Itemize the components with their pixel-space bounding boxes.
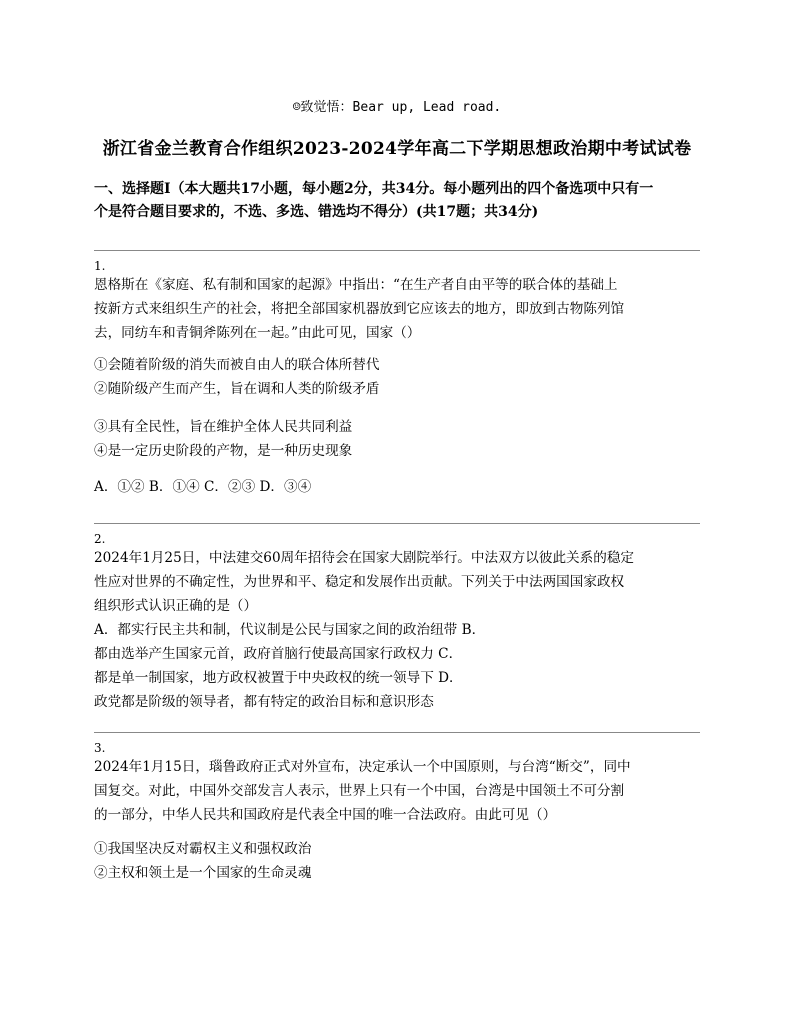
question-stem-line: 性应对世界的不确定性，为世界和平、稳定和发展作出贡献。下列关于中法两国国家政权 [94, 574, 625, 590]
statement-item: ②随阶级产生而产生，旨在调和人类的阶级矛盾 [94, 381, 380, 397]
question-stem-line: 国复交。对此，中国外交部发言人表示，世界上只有一个中国，台湾是中国领土不可分割 [94, 783, 625, 799]
divider-q1 [94, 250, 700, 251]
question-stem-line: 都是单一制国家，地方政权被置于中央政权的统一领导下 D． [94, 670, 463, 686]
divider-q2 [94, 523, 700, 524]
statement-item: ①我国坚决反对霸权主义和强权政治 [94, 841, 312, 857]
section-heading [94, 178, 706, 224]
question-stem-line: 政党都是阶级的领导者，都有特定的政治目标和意识形态 [94, 694, 434, 710]
question-stem-line: 恩格斯在《家庭、私有制和国家的起源》中指出：“在生产者自由平等的联合体的基础上 [94, 277, 618, 293]
question-3 [94, 741, 706, 885]
divider-q3 [94, 732, 700, 733]
motto-line: ☺致觉悟：Bear up, Lead road. [292, 100, 502, 115]
question-number: 1. [94, 259, 106, 273]
question-stem-line: 2024年1月15日，瑙鲁政府正式对外宣布，决定承认一个中国原则，与台湾“断交”，同中 [94, 759, 631, 775]
question-1 [94, 259, 706, 499]
section-heading-line-1: 一、选择题Ⅰ（本大题共17小题，每小题2分，共34分。每小题列出的四个备选项中只有一 [94, 181, 654, 197]
statement-item: ③具有全民性，旨在维护全体人民共同利益 [94, 419, 353, 435]
question-number: 2. [94, 532, 106, 546]
question-number: 3. [94, 741, 106, 755]
question-stem-line: 去，同纺车和青铜斧陈列在一起。”由此可见，国家（） [94, 325, 421, 341]
statement-item: ②主权和领土是一个国家的生命灵魂 [94, 865, 312, 881]
question-stem-line: 2024年1月25日，中法建交60周年招待会在国家大剧院举行。中法双方以彼此关系的稳定 [94, 550, 635, 566]
answer-options: A．①② B．①④ C．②③ D．③④ [94, 479, 312, 495]
statement-item: ①会随着阶级的消失而被自由人的联合体所替代 [94, 357, 380, 373]
question-2 [94, 532, 706, 714]
question-stem-line: 按新方式来组织生产的社会，将把全部国家机器放到它应该去的地方，即放到古物陈列馆 [94, 301, 625, 317]
question-stem-line: 的一部分，中华人民共和国政府是代表全中国的唯一合法政府。由此可见（） [94, 807, 557, 823]
question-stem-line: A．都实行民主共和制，代议制是公民与国家之间的政治纽带 B． [94, 622, 486, 638]
statement-item: ④是一定历史阶段的产物，是一种历史现象 [94, 443, 353, 459]
question-stem-line: 组织形式认识正确的是（） [94, 598, 258, 614]
question-stem-line: 都由选举产生国家元首，政府首脑行使最高国家行政权力 C． [94, 646, 463, 662]
exam-title: 浙江省金兰教育合作组织2023-2024学年高二下学期思想政治期中考试试卷 [102, 139, 692, 159]
section-heading-line-2: 个是符合题目要求的，不选、多选、错选均不得分）(共17题；共34分) [94, 204, 539, 220]
